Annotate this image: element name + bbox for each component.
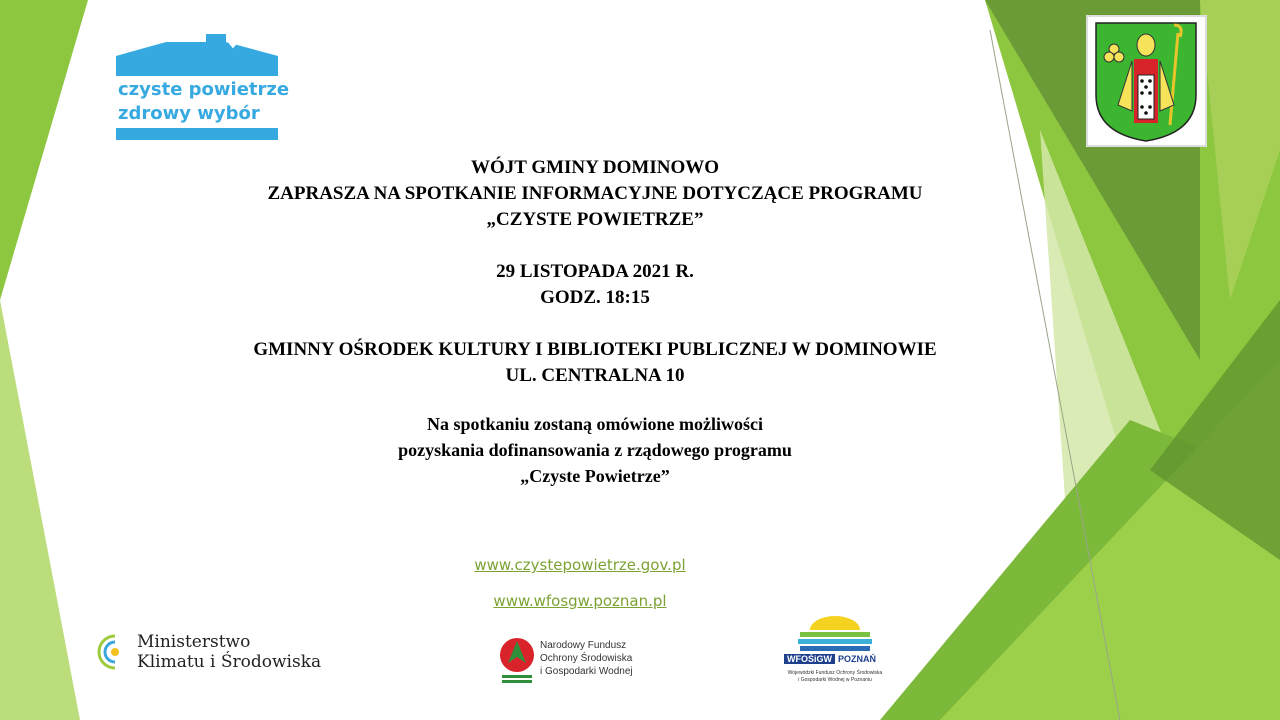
link-row-1	[380, 556, 780, 574]
nfos-line2: Ochrony Środowiska	[540, 653, 633, 664]
venue-line-2: UL. CENTRALNA 10	[505, 365, 685, 386]
description-line-3: „Czyste Powietrze”	[520, 466, 670, 486]
czyste-powietrze-logo-text	[118, 78, 289, 126]
mkis-line2: Klimatu i Środowiska	[137, 652, 322, 672]
czystepowietrze-link[interactable]: www.czystepowietrze.gov.pl	[474, 556, 686, 574]
description-line-1: Na spotkaniu zostaną omówione możliwości	[426, 414, 763, 434]
wfos-sub1: Wojewódzki Fundusz Ochrony Środowiska	[787, 670, 883, 676]
header-block	[180, 155, 1010, 233]
ministerstwo-logo	[85, 624, 331, 680]
header-line-1: WÓJT GMINY DOMINOWO	[470, 157, 720, 178]
header-line-2: ZAPRASZA NA SPOTKANIE INFORMACYJNE DOTYCZĄCE PROGRAMU	[267, 183, 923, 204]
event-date: 29 LISTOPADA 2021 R.	[496, 261, 694, 282]
link-row-2	[380, 592, 780, 610]
nfosigw-emblem-icon	[496, 635, 538, 687]
nfosigw-text	[540, 639, 633, 678]
nfos-line3: i Gospodarki Wodnej	[540, 666, 633, 677]
nfosigw-logo	[496, 633, 646, 689]
wfosigw-emblem-icon	[790, 616, 880, 656]
wfosigw-label	[784, 654, 876, 664]
wfos-box-text: WFOŚiGW	[784, 654, 835, 664]
header-line-3: „CZYSTE POWIETRZE”	[486, 209, 704, 230]
description-line-2: pozyskania dofinansowania z rządowego programu	[398, 440, 792, 460]
nfos-line1: Narodowy Fundusz	[540, 640, 627, 651]
wfosigw-poznan-logo	[780, 614, 890, 690]
wfos-sub2: i Gospodarki Wodnej w Poznaniu	[798, 677, 872, 683]
cp-line1: czyste powietrze	[118, 79, 290, 100]
dominowo-crest-icon	[1086, 15, 1207, 147]
description-block	[180, 411, 1010, 489]
venue-block	[180, 337, 1010, 389]
event-block	[180, 259, 1010, 311]
wfosgw-link[interactable]: www.wfosgw.poznan.pl	[493, 592, 667, 610]
cp-line2: zdrowy wybór	[118, 103, 260, 124]
ministerstwo-emblem-icon	[97, 632, 131, 672]
wfosigw-subtitle	[780, 670, 890, 684]
ministerstwo-text	[137, 632, 321, 672]
event-time: GODZ. 18:15	[540, 287, 650, 308]
venue-line-1: GMINNY OŚRODEK KULTURY I BIBLIOTEKI PUBLICZNEJ W DOMINOWIE	[253, 339, 937, 360]
wfos-city-text: POZNAŃ	[838, 654, 876, 664]
mkis-line1: Ministerstwo	[137, 632, 251, 652]
